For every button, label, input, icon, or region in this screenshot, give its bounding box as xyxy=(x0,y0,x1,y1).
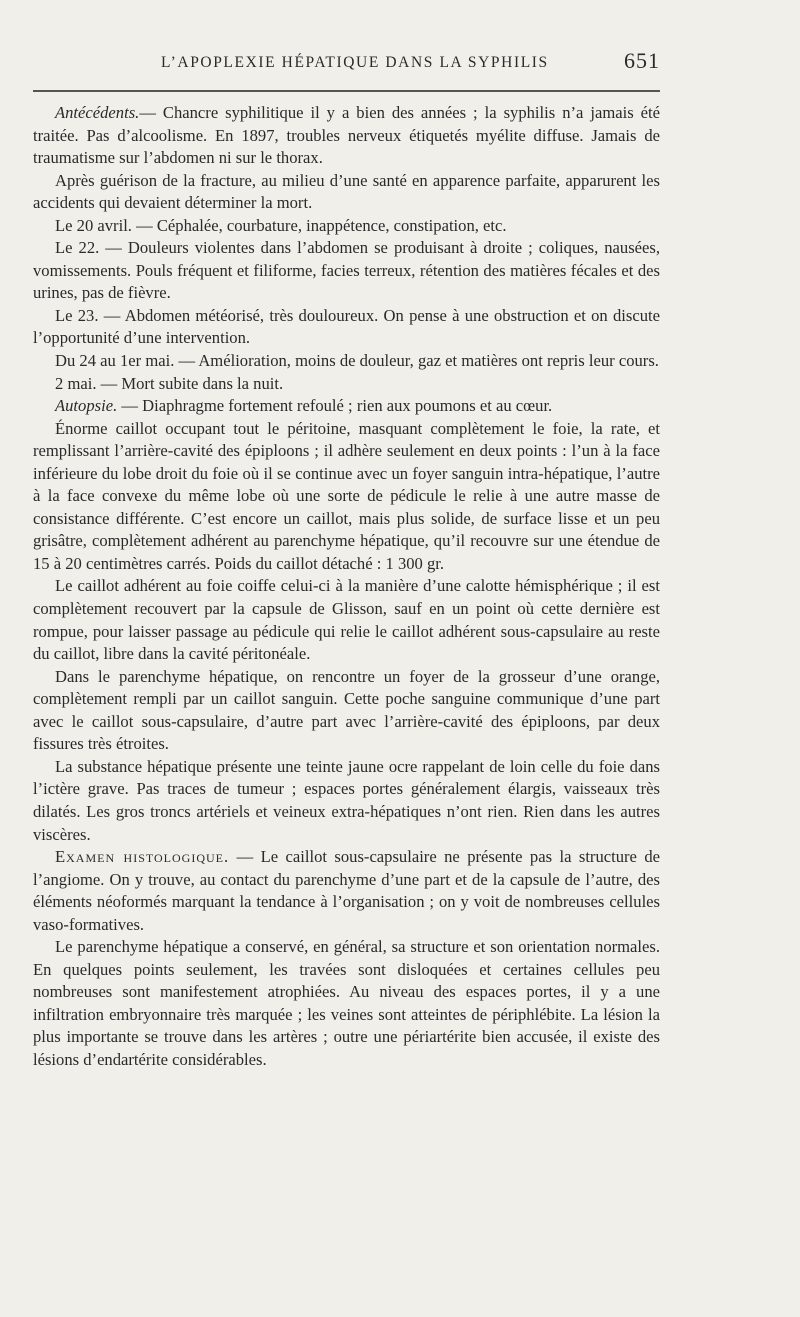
paragraph: Le parenchyme hépatique a conservé, en général, sa structure et son orientation normales. En quelques points seulement, les travées sont disloquées et certaines cellules peu nombreuses sont manifestement atrophiées. Au niveau des espaces portes, il y a une infiltration embryonnaire très marquée ; les veines sont atteintes de périphlébite. La lésion la plus importante se trouve dans les artères ; outre une périartérite bien accusée, il existe des lésions d’endartérite considérables. xyxy=(33,937,660,1069)
paragraph-text: — Diaphragme fortement refoulé ; rien aux poumons et au cœur. xyxy=(117,396,553,416)
paragraph-entry-24: Du 24 au 1er mai. — Amélioration, moins de douleur, gaz et matières ont repris leur cours. xyxy=(55,351,659,371)
paragraph-antecedents xyxy=(33,102,660,170)
page-number: 651 xyxy=(624,48,660,73)
paragraph-entry-23: Le 23. — Abdomen météorisé, très douloureux. On pense à une obstruction et on discute l’opportunité d’une intervention. xyxy=(33,305,660,348)
header-rule xyxy=(33,90,660,92)
paragraph-entry-22: Le 22. — Douleurs violentes dans l’abdomen se produisant à droite ; coliques, nausées, vomissements. Pouls fréquent et filiforme, facies terreux, rétention des matières fécales et des urines, pas de fièvre. xyxy=(33,238,660,303)
label-examen-histologique: Examen histologique. xyxy=(55,847,230,867)
paragraph-entry-20-avril: Le 20 avril. — Céphalée, courbature, inappétence, constipation, etc. xyxy=(55,215,507,235)
paragraph: La substance hépatique présente une teinte jaune ocre rappelant de loin celle du foie dans l’ictère grave. Pas traces de tumeur ; espaces portes généralement élargis, vaisseaux très dilatés. Les gros troncs artériels et veineux extra-hépatiques n’ont rien. Rien dans les autres viscères. xyxy=(33,756,660,844)
paragraph-entry-2-mai: 2 mai. — Mort subite dans la nuit. xyxy=(55,373,284,393)
paragraph: Dans le parenchyme hépatique, on rencontre un foyer de la grosseur d’une orange, complètement rempli par un caillot sanguin. Cette poche sanguine communique d’une part avec le caillot sous-capsulaire, d’autre part avec l’arrière-cavité des épiploons, par deux fissures très étroites. xyxy=(33,666,660,754)
label-autopsie: Autopsie. xyxy=(55,396,118,416)
paragraph: Le caillot adhérent au foie coiffe celui-ci à la manière d’une calotte hémisphérique ; il est complètement recouvert par la capsule de Glisson, sauf en un point où cette dernière est rompue, pour laisser passage au pédicule qui relie le caillot adhérent sous-capsulaire au reste du caillot, libre dans la cavité péritonéale. xyxy=(33,576,660,664)
body-text xyxy=(33,102,660,1072)
running-title: L’APOPLEXIE HÉPATIQUE DANS LA SYPHILIS xyxy=(161,54,549,71)
paragraph: Énorme caillot occupant tout le péritoine, masquant complètement le foie, la rate, et remplissant l’arrière-cavité des épiploons ; il adhère seulement en deux points : l’un à la face inférieure du lobe droit du foie où il se continue avec un foyer sanguin intra-hépatique, l’autre à la face convexe du même lobe où une sorte de pédicule le relie à une autre masse de consistance différente. C’est encore un caillot, mais plus solide, de surface lisse et un peu grisâtre, complètement adhérent au parenchyme hépatique, qu’il recouvre sur une étendue de 15 à 20 centimètres carrés. Poids du caillot détaché : 1 300 gr. xyxy=(33,418,660,573)
page-header xyxy=(33,48,660,76)
paragraph-text: — Le caillot sous-capsulaire ne présente pas la structure de l’angiome. On y trouve, au contact du parenchyme d’une part et de la capsule de l’autre, des éléments néoformés marquant la tendance à l’organisation ; on y voit de nombreuses cellules vaso-formatives. xyxy=(33,847,660,934)
label-antecedents: Antécédents. xyxy=(55,103,140,122)
paragraph-autopsie xyxy=(33,395,660,418)
paragraph-examen-histologique xyxy=(33,846,660,936)
paragraph-text: — Chancre syphilitique il y a bien des années ; la syphilis n’a jamais été traitée. Pas d’alcoolisme. En 1897, troubles nerveux étiquetés myélite diffuse. Jamais de traumatisme sur l’abdomen ni sur le thorax. xyxy=(33,103,660,168)
paragraph: Après guérison de la fracture, au milieu d’une santé en apparence parfaite, apparurent les accidents qui devaient déterminer la mort. xyxy=(33,170,660,213)
